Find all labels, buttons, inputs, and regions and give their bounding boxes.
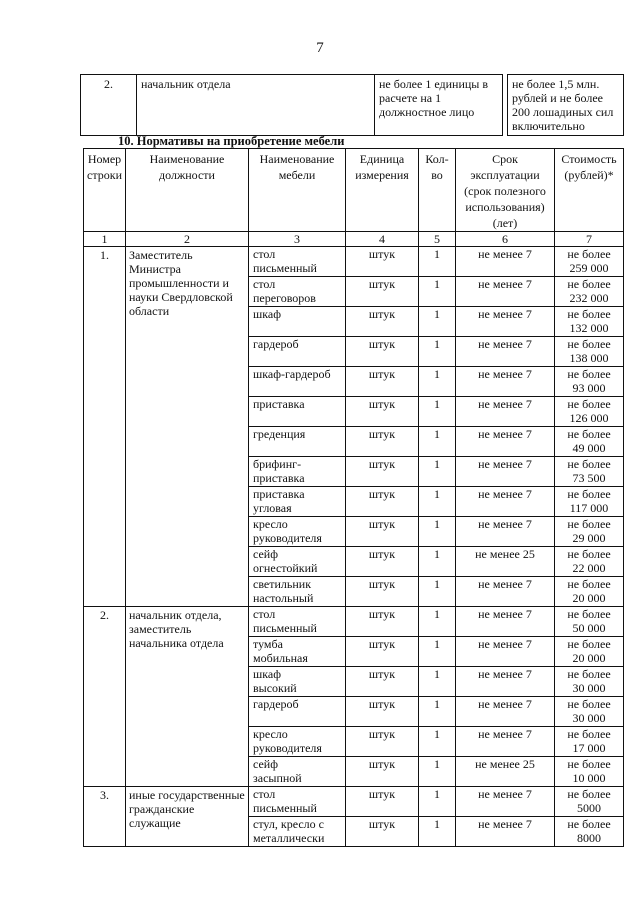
unit: штук	[346, 787, 419, 817]
furniture-name-line: настольный	[253, 591, 314, 605]
service-life: не менее 7	[456, 397, 555, 427]
cost	[555, 757, 624, 787]
service-life: не менее 7	[456, 817, 555, 847]
furniture-name	[249, 457, 346, 487]
furniture-name-line: шкаф	[253, 307, 281, 321]
furniture-name	[249, 247, 346, 277]
cost	[555, 397, 624, 427]
cost	[555, 547, 624, 577]
column-number: 4	[346, 232, 419, 247]
table-row	[84, 607, 624, 637]
limit-line: включительно	[512, 119, 585, 133]
furniture-name-line: приставка	[253, 471, 305, 485]
service-life: не менее 7	[456, 577, 555, 607]
cost-line: не более	[567, 637, 611, 651]
unit: штук	[346, 427, 419, 457]
row-number: 2.	[84, 607, 126, 787]
cost-line: 30 000	[572, 681, 606, 695]
cost	[555, 697, 624, 727]
cost-line: не более	[567, 787, 611, 801]
cost-line: не более	[567, 277, 611, 291]
cost-line: не более	[567, 817, 611, 831]
cost-line: не более	[567, 247, 611, 261]
position-name: начальник отдела, заместитель начальника отдела	[126, 607, 249, 787]
cost	[555, 487, 624, 517]
table-body	[84, 247, 624, 847]
furniture-name-line: мобильная	[253, 651, 308, 665]
cost-line: 132 000	[569, 321, 609, 335]
quantity-norm	[375, 75, 503, 136]
cost-line: не более	[567, 607, 611, 621]
service-life: не менее 7	[456, 277, 555, 307]
norm-line: расчете на 1	[379, 91, 442, 105]
unit: штук	[346, 577, 419, 607]
cost-line: не более	[567, 307, 611, 321]
unit: штук	[346, 637, 419, 667]
cost-line: 30 000	[572, 711, 606, 725]
service-life: не менее 7	[456, 367, 555, 397]
cost-line: не более	[567, 337, 611, 351]
quantity: 1	[419, 277, 456, 307]
position-name: иные государственные гражданские служащие	[126, 787, 249, 847]
cost-line: не более	[567, 457, 611, 471]
furniture-name	[249, 427, 346, 457]
quantity: 1	[419, 817, 456, 847]
cost-line: 17 000	[572, 741, 606, 755]
header-unit: Единица измерения	[346, 149, 419, 232]
unit: штук	[346, 817, 419, 847]
cost-line: 5000	[577, 801, 601, 815]
unit: штук	[346, 277, 419, 307]
furniture-name-line: огнестойкий	[253, 561, 318, 575]
furniture-name	[249, 307, 346, 337]
unit: штук	[346, 367, 419, 397]
cost	[555, 667, 624, 697]
service-life: не менее 7	[456, 637, 555, 667]
furniture-name-line: шкаф-гардероб	[253, 367, 331, 381]
column-number: 3	[249, 232, 346, 247]
unit: штук	[346, 547, 419, 577]
furniture-name-line: письменный	[253, 621, 317, 635]
furniture-name	[249, 787, 346, 817]
furniture-name	[249, 367, 346, 397]
norm-line: должностное лицо	[379, 105, 475, 119]
section-title: 10. Нормативы на приобретение мебели	[118, 134, 345, 148]
unit: штук	[346, 607, 419, 637]
quantity: 1	[419, 757, 456, 787]
header-position: Наименование должности	[126, 149, 249, 232]
cost-line: не более	[567, 517, 611, 531]
header-row	[84, 149, 624, 232]
cost	[555, 727, 624, 757]
unit: штук	[346, 457, 419, 487]
cost-line: 29 000	[572, 531, 606, 545]
header-quantity: Кол-во	[419, 149, 456, 232]
unit: штук	[346, 307, 419, 337]
cost-line: не более	[567, 667, 611, 681]
cost-line: 126 000	[569, 411, 609, 425]
limit-line: 200 лошадиных сил	[512, 105, 614, 119]
cost-line: не более	[567, 367, 611, 381]
unit: штук	[346, 727, 419, 757]
service-life: не менее 7	[456, 427, 555, 457]
cost-line: 10 000	[572, 771, 606, 785]
furniture-name-line: тумба	[253, 637, 283, 651]
unit: штук	[346, 397, 419, 427]
column-number: 1	[84, 232, 126, 247]
furniture-name-line: стол	[253, 607, 276, 621]
quantity: 1	[419, 397, 456, 427]
furniture-name-line: переговоров	[253, 291, 316, 305]
furniture-name-line: засыпной	[253, 771, 302, 785]
unit: штук	[346, 757, 419, 787]
furniture-name-line: стол	[253, 247, 276, 261]
furniture-name	[249, 487, 346, 517]
furniture-name	[249, 727, 346, 757]
quantity: 1	[419, 727, 456, 757]
cost-line: 73 500	[572, 471, 606, 485]
furniture-name-line: стул, кресло с	[253, 817, 324, 831]
cost	[555, 817, 624, 847]
service-life: не менее 7	[456, 307, 555, 337]
cost-line: 20 000	[572, 591, 606, 605]
cost	[555, 787, 624, 817]
unit: штук	[346, 517, 419, 547]
furniture-name-line: греденция	[253, 427, 306, 441]
cost-line: 49 000	[572, 441, 606, 455]
cost-line: не более	[567, 427, 611, 441]
header-service-life: Срок эксплуатации (срок полезного использования) (лет)	[456, 149, 555, 232]
cost-line: не более	[567, 487, 611, 501]
column-number: 2	[126, 232, 249, 247]
limit-line: рублей и не более	[512, 91, 603, 105]
cost	[555, 247, 624, 277]
quantity: 1	[419, 697, 456, 727]
furniture-name-line: руководителя	[253, 741, 322, 755]
service-life: не менее 7	[456, 787, 555, 817]
position-name: Заместитель Министра промышленности и науки Свердловской области	[126, 247, 249, 607]
furniture-name	[249, 277, 346, 307]
furniture-name-line: стол	[253, 787, 276, 801]
cost-line: не более	[567, 757, 611, 771]
column-number: 7	[555, 232, 624, 247]
furniture-name	[249, 667, 346, 697]
furniture-norms-table	[83, 148, 624, 847]
table-row	[84, 787, 624, 817]
table-row	[81, 75, 624, 136]
furniture-name-line: высокий	[253, 681, 297, 695]
quantity: 1	[419, 247, 456, 277]
row-number: 2.	[81, 75, 137, 136]
furniture-name-line: угловая	[253, 501, 292, 515]
row-number: 1.	[84, 247, 126, 607]
furniture-name-line: металлически	[253, 831, 325, 845]
unit: штук	[346, 487, 419, 517]
furniture-name-line: гардероб	[253, 337, 299, 351]
unit: штук	[346, 247, 419, 277]
unit: штук	[346, 697, 419, 727]
cost-line: 259 000	[569, 261, 609, 275]
quantity: 1	[419, 637, 456, 667]
service-life: не менее 7	[456, 727, 555, 757]
quantity: 1	[419, 457, 456, 487]
furniture-name-line: брифинг-	[253, 457, 302, 471]
table-row	[84, 247, 624, 277]
page-number: 7	[316, 40, 324, 56]
cost	[555, 337, 624, 367]
price-limit	[508, 75, 624, 136]
quantity: 1	[419, 367, 456, 397]
furniture-name	[249, 577, 346, 607]
service-life: не менее 7	[456, 247, 555, 277]
quantity: 1	[419, 427, 456, 457]
cost-line: 20 000	[572, 651, 606, 665]
cost	[555, 457, 624, 487]
unit: штук	[346, 337, 419, 367]
furniture-name	[249, 637, 346, 667]
furniture-name	[249, 757, 346, 787]
quantity: 1	[419, 787, 456, 817]
service-life: не менее 7	[456, 337, 555, 367]
column-number: 6	[456, 232, 555, 247]
cost-line: 232 000	[569, 291, 609, 305]
furniture-name-line: сейф	[253, 757, 278, 771]
furniture-name-line: кресло	[253, 727, 288, 741]
furniture-name-line: гардероб	[253, 697, 299, 711]
furniture-name	[249, 697, 346, 727]
service-life: не менее 7	[456, 487, 555, 517]
service-life: не менее 25	[456, 757, 555, 787]
previous-norms-table	[80, 74, 624, 136]
cost-line: 138 000	[569, 351, 609, 365]
cost-line: не более	[567, 397, 611, 411]
service-life: не менее 7	[456, 517, 555, 547]
service-life: не менее 7	[456, 667, 555, 697]
furniture-name-line: светильник	[253, 577, 312, 591]
unit: штук	[346, 667, 419, 697]
furniture-name-line: письменный	[253, 801, 317, 815]
norm-line: не более 1 единицы в	[379, 77, 489, 91]
furniture-name-line: руководителя	[253, 531, 322, 545]
header-furniture: Наименование мебели	[249, 149, 346, 232]
quantity: 1	[419, 307, 456, 337]
header-cost: Стоимость (рублей)*	[555, 149, 624, 232]
row-number: 3.	[84, 787, 126, 847]
cost-line: 22 000	[572, 561, 606, 575]
column-number-row	[84, 232, 624, 247]
furniture-name-line: сейф	[253, 547, 278, 561]
quantity: 1	[419, 517, 456, 547]
furniture-name-line: стол	[253, 277, 276, 291]
furniture-name	[249, 337, 346, 367]
cost	[555, 367, 624, 397]
quantity: 1	[419, 547, 456, 577]
cost	[555, 427, 624, 457]
cost	[555, 517, 624, 547]
furniture-name	[249, 397, 346, 427]
cost	[555, 307, 624, 337]
cost-line: 117 000	[569, 501, 609, 515]
cost-line: не более	[567, 577, 611, 591]
cost	[555, 607, 624, 637]
quantity: 1	[419, 577, 456, 607]
furniture-name	[249, 607, 346, 637]
furniture-name-line: кресло	[253, 517, 288, 531]
furniture-name	[249, 547, 346, 577]
cost-line: 93 000	[572, 381, 606, 395]
quantity: 1	[419, 487, 456, 517]
furniture-name-line: приставка	[253, 397, 305, 411]
cost-line: 50 000	[572, 621, 606, 635]
cost	[555, 577, 624, 607]
cost-line: не более	[567, 727, 611, 741]
quantity: 1	[419, 607, 456, 637]
furniture-name	[249, 517, 346, 547]
cost	[555, 637, 624, 667]
service-life: не менее 7	[456, 457, 555, 487]
service-life: не менее 7	[456, 697, 555, 727]
header-row-number: Номер строки	[84, 149, 126, 232]
service-life: не менее 25	[456, 547, 555, 577]
limit-line: не более 1,5 млн.	[512, 77, 600, 91]
furniture-name-line: приставка	[253, 487, 305, 501]
furniture-name-line: шкаф	[253, 667, 281, 681]
column-number: 5	[419, 232, 456, 247]
cost-line: 8000	[577, 831, 601, 845]
furniture-name	[249, 817, 346, 847]
cost-line: не более	[567, 547, 611, 561]
position-name: начальник отдела	[137, 75, 375, 136]
quantity: 1	[419, 337, 456, 367]
service-life: не менее 7	[456, 607, 555, 637]
quantity: 1	[419, 667, 456, 697]
cost-line: не более	[567, 697, 611, 711]
furniture-name-line: письменный	[253, 261, 317, 275]
cost	[555, 277, 624, 307]
